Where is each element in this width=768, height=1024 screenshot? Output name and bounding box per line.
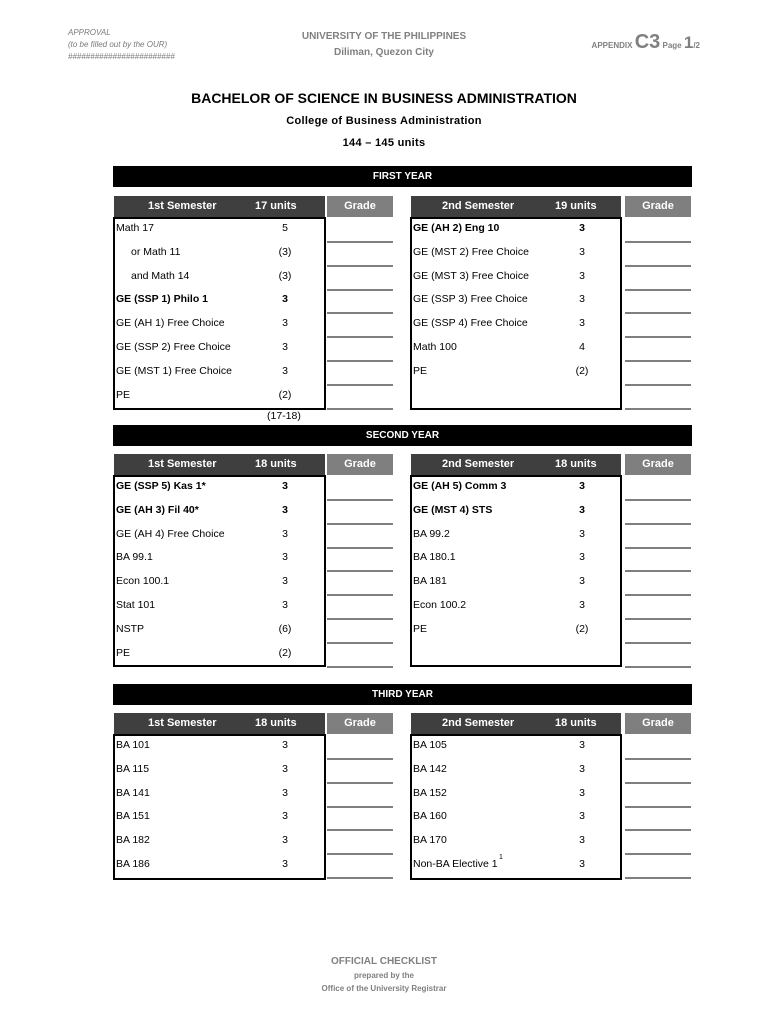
grade-entry-line[interactable] bbox=[625, 241, 691, 243]
course-units: 3 bbox=[579, 575, 585, 588]
semester-units: 18 units bbox=[555, 717, 597, 729]
course-units: 3 bbox=[282, 293, 288, 306]
course-name: GE (MST 2) Free Choice bbox=[413, 245, 529, 258]
grade-entry-line[interactable] bbox=[625, 360, 691, 362]
grade-entry-line[interactable] bbox=[625, 877, 691, 879]
semester-header bbox=[114, 454, 325, 475]
semester-label: 2nd Semester bbox=[442, 200, 515, 212]
semester-units: 19 units bbox=[555, 200, 597, 212]
program-units: 144 – 145 units bbox=[342, 137, 426, 149]
course-units: 3 bbox=[579, 551, 585, 564]
course-units: 3 bbox=[282, 834, 288, 847]
course-units: 3 bbox=[579, 786, 585, 799]
course-units: 3 bbox=[579, 739, 585, 751]
grade-entry-line[interactable] bbox=[625, 384, 691, 386]
grade-entry-line[interactable] bbox=[625, 642, 691, 644]
course-name: BA 180.1 bbox=[413, 551, 456, 564]
grade-entry-line[interactable] bbox=[327, 642, 393, 644]
course-units: 3 bbox=[579, 762, 585, 775]
course-units: 3 bbox=[579, 245, 585, 258]
semester-label: 2nd Semester bbox=[442, 458, 515, 470]
course-name: GE (MST 3) Free Choice bbox=[413, 269, 529, 282]
grade-entry-line[interactable] bbox=[327, 289, 393, 291]
course-units: (3) bbox=[278, 269, 292, 282]
course-name: GE (AH 5) Comm 3 bbox=[413, 480, 507, 492]
course-name: PE bbox=[116, 646, 131, 659]
semester-units: 17 units bbox=[255, 200, 297, 212]
course-name: Non-BA Elective 1 bbox=[413, 858, 498, 870]
university-block bbox=[250, 29, 518, 61]
course-name: NSTP bbox=[116, 622, 145, 635]
grade-entry-line[interactable] bbox=[327, 877, 393, 879]
course-units: 3 bbox=[579, 858, 585, 870]
grade-entry-line[interactable] bbox=[327, 312, 393, 314]
course-units: 3 bbox=[282, 786, 288, 799]
semester-header bbox=[411, 454, 621, 475]
course-units: 3 bbox=[282, 810, 288, 823]
page-label: Page bbox=[662, 41, 682, 50]
semester-label: 2nd Semester bbox=[442, 717, 515, 729]
grade-entry-line[interactable] bbox=[327, 360, 393, 362]
approval-note: (to be filled out by the OUR) bbox=[68, 40, 168, 49]
grade-column-header: Grade bbox=[625, 196, 691, 217]
course-units: (6) bbox=[278, 622, 292, 635]
course-units: 3 bbox=[282, 527, 288, 540]
grade-entry-line[interactable] bbox=[625, 523, 691, 525]
course-units: 3 bbox=[579, 269, 585, 282]
course-name: GE (SSP 5) Kas 1* bbox=[116, 480, 206, 492]
course-units: (2) bbox=[575, 364, 589, 377]
footer-prepared: prepared by the bbox=[353, 971, 414, 980]
grade-entry-line[interactable] bbox=[625, 618, 691, 620]
course-units: 3 bbox=[282, 503, 288, 516]
course-units: 3 bbox=[282, 858, 288, 870]
grade-entry-line[interactable] bbox=[327, 594, 393, 596]
course-units: 3 bbox=[282, 551, 288, 564]
course-units: (3) bbox=[278, 245, 292, 258]
course-name: BA 99.2 bbox=[413, 527, 450, 540]
grade-column-header: Grade bbox=[327, 713, 393, 734]
footer-office: Office of the University Registrar bbox=[321, 984, 447, 993]
appendix-code: C3 bbox=[634, 31, 661, 53]
course-name: GE (SSP 1) Philo 1 bbox=[116, 293, 208, 306]
course-units: 3 bbox=[282, 762, 288, 775]
course-name: Econ 100.1 bbox=[116, 575, 170, 588]
course-name: PE bbox=[413, 364, 428, 377]
course-units: 3 bbox=[579, 293, 585, 306]
course-name: GE (MST 4) STS bbox=[413, 503, 493, 516]
grade-entry-line[interactable] bbox=[625, 312, 691, 314]
grade-entry-line[interactable] bbox=[625, 594, 691, 596]
grade-column-header: Grade bbox=[327, 196, 393, 217]
semester-units: 18 units bbox=[555, 458, 597, 470]
page-number: 1 bbox=[683, 33, 694, 52]
course-name: Econ 100.2 bbox=[413, 599, 467, 611]
grade-entry-line[interactable] bbox=[625, 336, 691, 338]
course-footnote: 1 bbox=[499, 854, 503, 861]
course-units: 4 bbox=[579, 341, 585, 353]
appendix-label: APPENDIX bbox=[591, 41, 633, 50]
semester-label: 1st Semester bbox=[148, 717, 217, 729]
grade-entry-line[interactable] bbox=[327, 618, 393, 620]
grade-entry-line[interactable] bbox=[625, 666, 691, 668]
year-header: SECOND YEAR bbox=[113, 425, 692, 446]
grade-entry-line[interactable] bbox=[625, 782, 691, 784]
grade-entry-line[interactable] bbox=[327, 782, 393, 784]
course-name: GE (AH 1) Free Choice bbox=[116, 317, 225, 330]
appendix-block bbox=[592, 31, 700, 54]
course-name: PE bbox=[116, 388, 131, 401]
course-name: PE bbox=[413, 622, 428, 635]
grade-entry-line[interactable] bbox=[625, 853, 691, 855]
grade-entry-line[interactable] bbox=[625, 499, 691, 501]
course-units: 3 bbox=[282, 575, 288, 588]
grade-entry-line[interactable] bbox=[625, 289, 691, 291]
course-name: GE (MST 1) Free Choice bbox=[116, 364, 232, 377]
grade-entry-line[interactable] bbox=[625, 829, 691, 831]
course-name: BA 99.1 bbox=[116, 551, 153, 564]
course-units: 3 bbox=[282, 341, 288, 353]
course-name: and Math 14 bbox=[131, 269, 190, 282]
course-name: GE (SSP 3) Free Choice bbox=[413, 293, 528, 306]
course-name: BA 152 bbox=[413, 786, 447, 799]
course-name: BA 182 bbox=[116, 834, 150, 847]
grade-entry-line[interactable] bbox=[327, 265, 393, 267]
grade-entry-line[interactable] bbox=[327, 523, 393, 525]
semester-header bbox=[114, 196, 325, 217]
grade-entry-line[interactable] bbox=[327, 758, 393, 760]
grade-entry-line[interactable] bbox=[625, 265, 691, 267]
year-header: FIRST YEAR bbox=[113, 166, 692, 187]
semester-units: 18 units bbox=[255, 717, 297, 729]
semester-header bbox=[411, 713, 621, 734]
grade-entry-line[interactable] bbox=[625, 806, 691, 808]
course-units: (2) bbox=[278, 646, 292, 659]
semester-label: 1st Semester bbox=[148, 200, 217, 212]
course-units: (2) bbox=[278, 388, 292, 401]
page-total: /2 bbox=[693, 41, 700, 50]
course-name: GE (AH 3) Fil 40* bbox=[116, 503, 199, 516]
grade-entry-line[interactable] bbox=[625, 547, 691, 549]
course-units: 3 bbox=[579, 599, 585, 611]
approval-title: APPROVAL bbox=[68, 28, 111, 37]
course-name: BA 160 bbox=[413, 810, 447, 823]
course-name: or Math 11 bbox=[131, 245, 181, 258]
course-name: GE (AH 4) Free Choice bbox=[116, 527, 225, 540]
grade-entry-line[interactable] bbox=[625, 570, 691, 572]
course-name: BA 101 bbox=[116, 739, 150, 751]
course-name: BA 151 bbox=[116, 810, 150, 823]
grade-entry-line[interactable] bbox=[327, 570, 393, 572]
grade-entry-line[interactable] bbox=[327, 547, 393, 549]
course-units: 3 bbox=[579, 834, 585, 847]
college-name: College of Business Administration bbox=[286, 115, 482, 127]
university-location: Diliman, Quezon City bbox=[333, 47, 434, 58]
grade-entry-line[interactable] bbox=[327, 806, 393, 808]
course-name: BA 186 bbox=[116, 858, 150, 870]
course-name: BA 142 bbox=[413, 762, 447, 775]
course-units: 3 bbox=[579, 810, 585, 823]
course-units: 3 bbox=[579, 480, 585, 492]
course-units: 5 bbox=[282, 222, 288, 234]
course-name: Stat 101 bbox=[116, 599, 156, 611]
course-units: (2) bbox=[575, 622, 589, 635]
course-name: BA 141 bbox=[116, 786, 150, 799]
course-units: 3 bbox=[282, 480, 288, 492]
semester-label: 1st Semester bbox=[148, 458, 217, 470]
course-units: 3 bbox=[579, 317, 585, 330]
approval-block bbox=[68, 27, 175, 63]
course-name: GE (AH 2) Eng 10 bbox=[413, 222, 500, 234]
grade-entry-line[interactable] bbox=[327, 336, 393, 338]
course-units: 3 bbox=[282, 739, 288, 751]
semester-header bbox=[411, 196, 621, 217]
course-name: BA 181 bbox=[413, 575, 447, 588]
year-unit-range: (17-18) bbox=[267, 410, 301, 422]
course-name: Math 100 bbox=[413, 341, 457, 353]
grade-entry-line[interactable] bbox=[327, 408, 393, 410]
grade-entry-line[interactable] bbox=[327, 666, 393, 668]
university-name: UNIVERSITY OF THE PHILIPPINES bbox=[301, 31, 467, 42]
course-name: Math 17 bbox=[116, 222, 154, 234]
semester-units: 18 units bbox=[255, 458, 297, 470]
program-title: BACHELOR OF SCIENCE IN BUSINESS ADMINISTRATION bbox=[191, 90, 577, 106]
course-name: GE (SSP 2) Free Choice bbox=[116, 341, 231, 353]
grade-entry-line[interactable] bbox=[327, 241, 393, 243]
grade-entry-line[interactable] bbox=[327, 853, 393, 855]
year-header: THIRD YEAR bbox=[113, 684, 692, 705]
footer-title: OFFICIAL CHECKLIST bbox=[331, 956, 437, 967]
course-name: BA 170 bbox=[413, 834, 447, 847]
course-name: BA 115 bbox=[116, 762, 150, 775]
course-units: 3 bbox=[282, 364, 288, 377]
grade-entry-line[interactable] bbox=[625, 758, 691, 760]
grade-column-header: Grade bbox=[625, 454, 691, 475]
course-units: 3 bbox=[579, 503, 585, 516]
grade-entry-line[interactable] bbox=[625, 408, 691, 410]
course-units: 3 bbox=[282, 599, 288, 611]
grade-column-header: Grade bbox=[625, 713, 691, 734]
course-units: 3 bbox=[579, 527, 585, 540]
course-name: BA 105 bbox=[413, 739, 447, 751]
course-units: 3 bbox=[282, 317, 288, 330]
course-units: 3 bbox=[579, 222, 585, 234]
grade-entry-line[interactable] bbox=[327, 499, 393, 501]
semester-header bbox=[114, 713, 325, 734]
approval-hash: ######################## bbox=[68, 52, 175, 61]
grade-entry-line[interactable] bbox=[327, 829, 393, 831]
grade-entry-line[interactable] bbox=[327, 384, 393, 386]
course-name: GE (SSP 4) Free Choice bbox=[413, 317, 528, 330]
grade-column-header: Grade bbox=[327, 454, 393, 475]
